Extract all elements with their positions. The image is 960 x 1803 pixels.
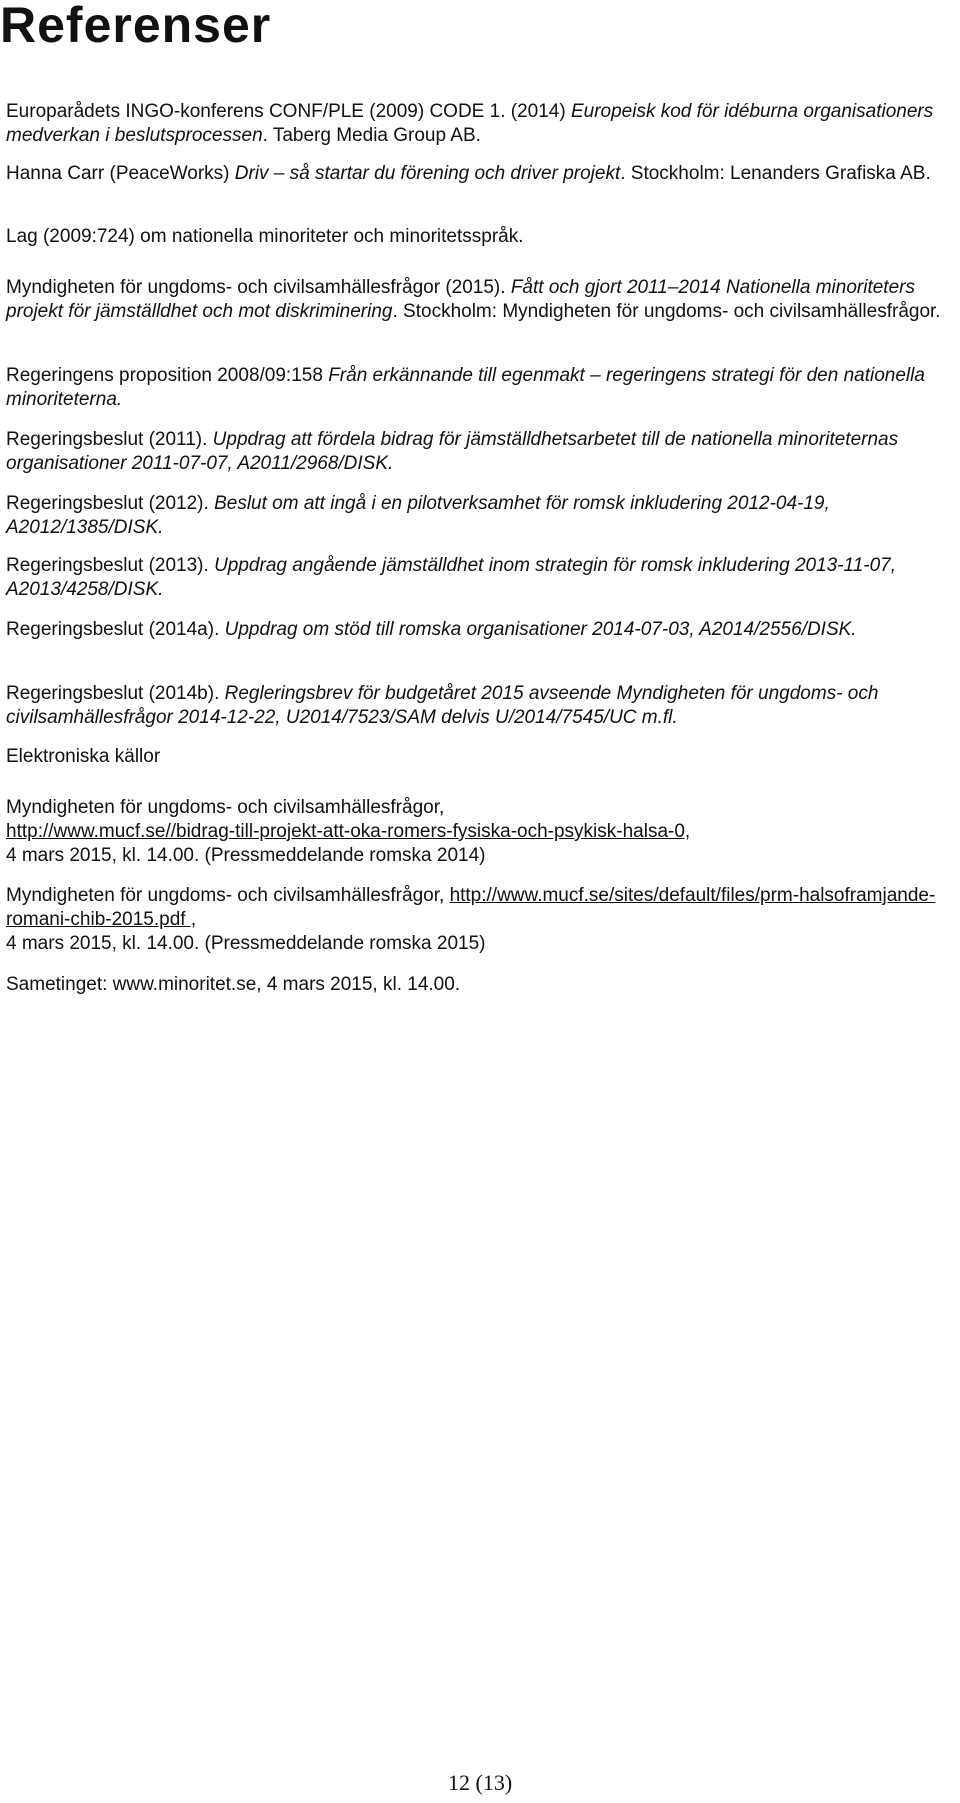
reference-item — [6, 492, 946, 540]
source-link-separator: , — [185, 909, 197, 930]
electronic-source-item — [6, 884, 946, 956]
ref-author: Regeringens proposition 2008/09:158 — [6, 365, 329, 386]
ref-author: Regeringsbeslut (2012). — [6, 493, 215, 514]
reference-item — [6, 225, 946, 249]
reference-item — [6, 100, 946, 148]
ref-title: Europeisk kod för idéburna organisationers medverkan i beslutsprocessen — [6, 101, 934, 146]
ref-author: Myndigheten för ungdoms- och civilsamhällesfrågor (2015). — [6, 277, 511, 298]
ref-author: Regeringsbeslut (2011). — [6, 429, 213, 450]
source-link[interactable]: http://www.mucf.se//bidrag-till-projekt-att-oka-romers-fysiska-och-psykisk-halsa-0, — [6, 821, 691, 842]
section-heading-electronic: Elektroniska källor — [6, 746, 161, 767]
source-date: 4 mars 2015, kl. 14.00. (Pressmeddelande romska 2014) — [6, 845, 486, 866]
ref-title: Driv – så startar du förening och driver projekt — [234, 163, 621, 184]
reference-item — [6, 162, 946, 186]
reference-item — [6, 428, 946, 476]
ref-title: Uppdrag angående jämställdhet inom strategin för romsk inkludering 2013-11-07, A2013/4258/DISK. — [6, 555, 897, 600]
reference-item — [6, 554, 946, 602]
electronic-source-item — [6, 973, 946, 997]
reference-item — [6, 364, 946, 412]
page-number: 12 (13) — [448, 1770, 513, 1795]
ref-text: Lag (2009:724) om nationella minoriteter och minoritetsspråk. — [6, 226, 524, 247]
ref-title: Fått och gjort 2011–2014 Nationella minoriteters projekt för jämställdhet och mot diskriminering — [6, 277, 915, 322]
ref-title: Uppdrag att fördela bidrag för jämställdhetsarbetet till de nationella minoriteternas organisationer 2011-07-07, A2011/2968/DISK. — [6, 429, 899, 474]
reference-item — [6, 618, 946, 642]
ref-publisher: . Stockholm: Myndigheten för ungdoms- och civilsamhällesfrågor. — [392, 301, 941, 322]
ref-author: Hanna Carr (PeaceWorks) — [6, 163, 235, 184]
page-title: Referenser — [0, 0, 272, 53]
electronic-source-item — [6, 796, 946, 868]
ref-title: Beslut om att ingå i en pilotverksamhet för romsk inkludering 2012-04-19, A2012/1385/DISK. — [6, 493, 830, 538]
source-link[interactable]: http://www.mucf.se/sites/default/files/prm-halsoframjande-romani-chib-2015.pdf — [6, 885, 936, 930]
ref-publisher: . Stockholm: Lenanders Grafiska AB. — [620, 163, 931, 184]
ref-title: Från erkännande till egenmakt – regeringens strategi för den nationella minoriteterna. — [6, 365, 925, 410]
ref-author: Regeringsbeslut (2013). — [6, 555, 215, 576]
ref-author: Regeringsbeslut (2014b). — [6, 683, 225, 704]
source-text: Sametinget: www.minoritet.se, 4 mars 2015, kl. 14.00. — [6, 974, 461, 995]
reference-item — [6, 682, 946, 730]
ref-author: Europarådets INGO-konferens CONF/PLE (2009) CODE 1. (2014) — [6, 101, 571, 122]
ref-publisher: . Taberg Media Group AB. — [262, 125, 481, 146]
source-author: Myndigheten för ungdoms- och civilsamhällesfrågor, — [6, 885, 450, 906]
ref-title: Regleringsbrev för budgetåret 2015 avseende Myndigheten för ungdoms- och civilsamhällesfrågor 2014-12-22, U2014/7523/SAM delvis U/2014/7545/UC m.fl. — [6, 683, 879, 728]
ref-title: Uppdrag om stöd till romska organisationer 2014-07-03, A2014/2556/DISK. — [224, 619, 857, 640]
reference-item — [6, 276, 946, 324]
source-date: 4 mars 2015, kl. 14.00. (Pressmeddelande romska 2015) — [6, 933, 486, 954]
source-author: Myndigheten för ungdoms- och civilsamhällesfrågor, — [6, 797, 445, 818]
ref-author: Regeringsbeslut (2014a). — [6, 619, 225, 640]
